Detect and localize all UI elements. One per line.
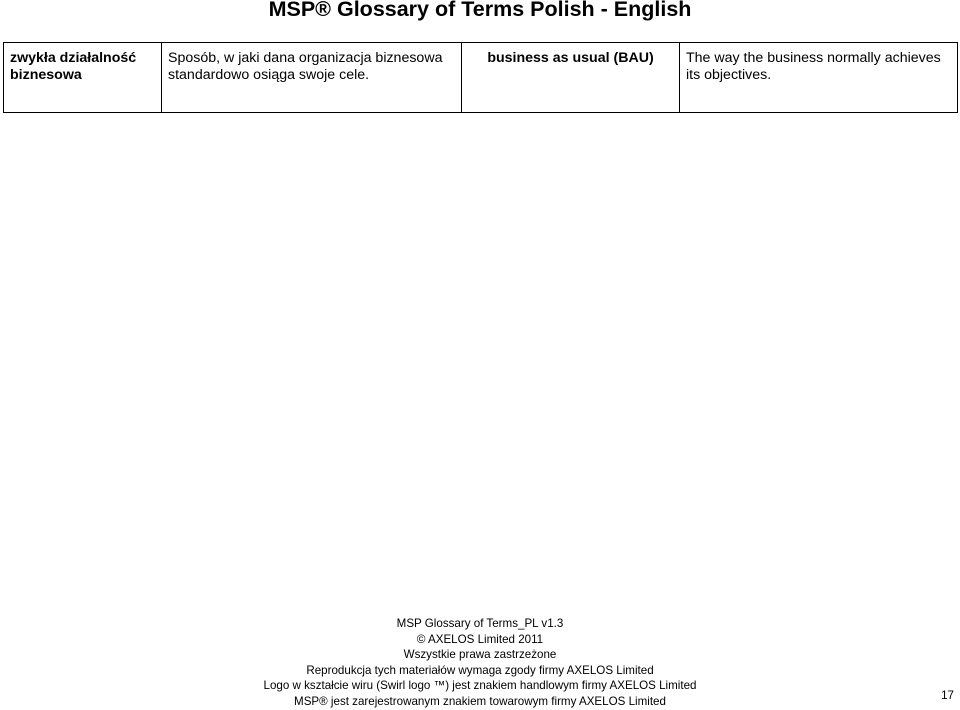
polish-definition-cell: Sposób, w jaki dana organizacja biznesowa standardowo osiąga swoje cele. bbox=[162, 43, 462, 113]
footer-version-line: MSP Glossary of Terms_PL v1.3 bbox=[396, 617, 564, 630]
page-number: 17 bbox=[941, 689, 954, 702]
english-term-cell: business as usual (BAU) bbox=[462, 43, 680, 113]
footer-copyright-line: © AXELOS Limited 2011 bbox=[416, 632, 544, 646]
footer-rights-line: Wszystkie prawa zastrzeżone bbox=[403, 648, 557, 662]
table-row bbox=[4, 43, 958, 113]
glossary-table bbox=[3, 42, 958, 113]
footer-registered-line: MSP® jest zarejestrowanym znakiem towarowym firmy AXELOS Limited bbox=[294, 694, 666, 708]
english-definition-cell: The way the business normally achieves its objectives. bbox=[680, 43, 958, 113]
footer-reproduction-line: Reprodukcja tych materiałów wymaga zgody firmy AXELOS Limited bbox=[306, 663, 654, 677]
polish-term-cell: zwykła działalność biznesowa bbox=[4, 43, 162, 113]
footer-trademark-line: Logo w kształcie wiru (Swirl logo ™) jest znakiem handlowym firmy AXELOS Limited bbox=[263, 679, 697, 693]
footer bbox=[0, 616, 960, 710]
page-title: MSP® Glossary of Terms Polish - English bbox=[268, 0, 692, 21]
